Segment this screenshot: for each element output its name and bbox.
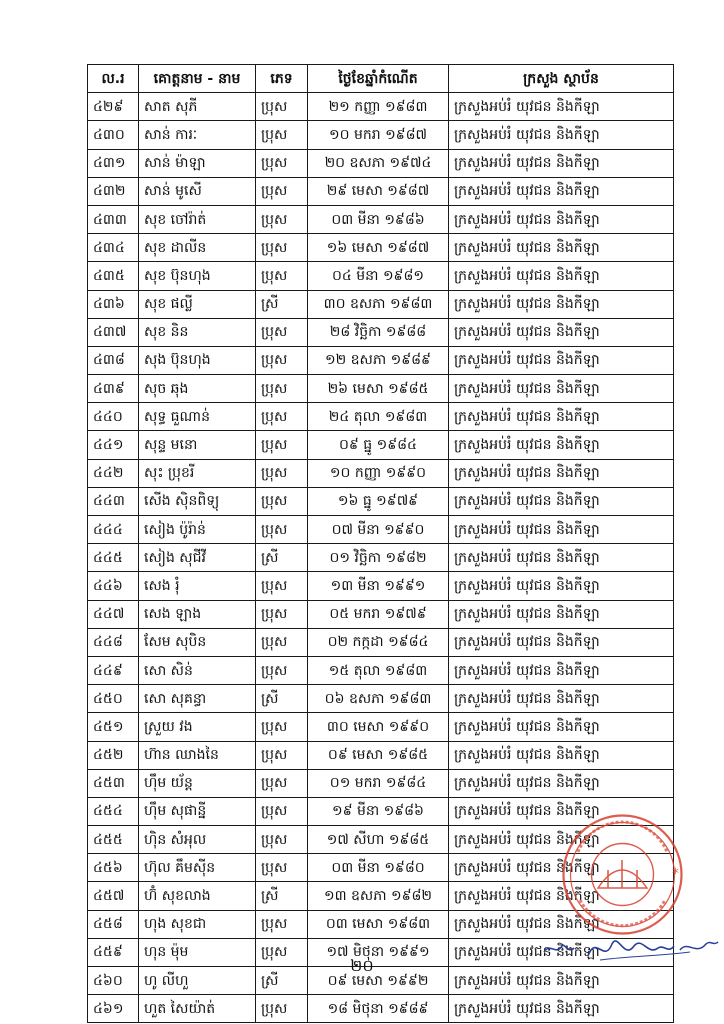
table-row: [88, 628, 674, 656]
person-name-cell: ហ៊ាន ឈាងនៃ: [139, 741, 256, 769]
date-of-birth-cell: ២៨ វិច្ឆិកា ១៩៨៨: [308, 318, 449, 346]
header-name: គោត្តនាម - នាម: [139, 65, 256, 93]
institution-cell: ក្រសួងអប់រំ យុវជន និងកីឡា: [449, 93, 674, 121]
institution-cell: ក្រសួងអប់រំ យុវជន និងកីឡា: [449, 121, 674, 149]
person-name-cell: សុទ្ធ ធួណាន់: [139, 403, 256, 431]
institution-cell: ក្រសួងអប់រំ យុវជន និងកីឡា: [449, 656, 674, 684]
institution-cell: ក្រសួងអប់រំ យុវជន និងកីឡា: [449, 910, 674, 938]
person-name-cell: សៀង សុជីវី: [139, 544, 256, 572]
institution-cell: ក្រសួងអប់រំ យុវជន និងកីឡា: [449, 769, 674, 797]
table-row: [88, 741, 674, 769]
sex-cell: ប្រុស: [256, 177, 308, 205]
row-number-cell: ៤៤៣: [88, 487, 139, 515]
sex-cell: ប្រុស: [256, 713, 308, 741]
row-number-cell: ៤៣៤: [88, 234, 139, 262]
person-name-cell: ហូ លីហួ: [139, 967, 256, 995]
date-of-birth-cell: ១០ មករា ១៩៨៧: [308, 121, 449, 149]
institution-cell: ក្រសួងអប់រំ យុវជន និងកីឡា: [449, 882, 674, 910]
row-number-cell: ៤៥៣: [88, 769, 139, 797]
row-number-cell: ៤៣១: [88, 149, 139, 177]
row-number-cell: ៤៥៧: [88, 882, 139, 910]
date-of-birth-cell: ១៦ ធ្នូ ១៩៧៩: [308, 487, 449, 515]
table-row: [88, 403, 674, 431]
sex-cell: ប្រុស: [256, 262, 308, 290]
date-of-birth-cell: ០៧ មីនា ១៩៩០: [308, 516, 449, 544]
row-number-cell: ៤៥៩: [88, 938, 139, 966]
sex-cell: ប្រុស: [256, 318, 308, 346]
date-of-birth-cell: ០៩ ធ្នូ ១៩៨៤: [308, 431, 449, 459]
institution-cell: ក្រសួងអប់រំ យុវជន និងកីឡា: [449, 600, 674, 628]
row-number-cell: ៤៥២: [88, 741, 139, 769]
person-name-cell: សេង ឡាង: [139, 600, 256, 628]
table-row: [88, 346, 674, 374]
institution-cell: ក្រសួងអប់រំ យុវជន និងកីឡា: [449, 544, 674, 572]
sex-cell: ប្រុស: [256, 205, 308, 233]
sex-cell: ប្រុស: [256, 656, 308, 684]
person-name-cell: សេង រុំ: [139, 572, 256, 600]
institution-cell: ក្រសួងអប់រំ យុវជន និងកីឡា: [449, 572, 674, 600]
row-number-cell: ៤៣៨: [88, 346, 139, 374]
sex-cell: ស្រី: [256, 685, 308, 713]
date-of-birth-cell: ១៦ មេសា ១៩៨៧: [308, 234, 449, 262]
institution-cell: ក្រសួងអប់រំ យុវជន និងកីឡា: [449, 628, 674, 656]
date-of-birth-cell: ០៣ មីនា ១៩៨៦: [308, 205, 449, 233]
sex-cell: ស្រី: [256, 290, 308, 318]
person-name-cell: សើង ស៊ិនពិទ្យុ: [139, 487, 256, 515]
institution-cell: ក្រសួងអប់រំ យុវជន និងកីឡា: [449, 713, 674, 741]
sex-cell: ស្រី: [256, 882, 308, 910]
header-number: ល.រ: [88, 65, 139, 93]
date-of-birth-cell: ០៤ មីនា ១៩៨១: [308, 262, 449, 290]
date-of-birth-cell: ១៣ មីនា ១៩៩១: [308, 572, 449, 600]
institution-cell: ក្រសួងអប់រំ យុវជន និងកីឡា: [449, 685, 674, 713]
row-number-cell: ៤៤៤: [88, 516, 139, 544]
table-row: [88, 459, 674, 487]
date-of-birth-cell: ៣០ មេសា ១៩៩០: [308, 713, 449, 741]
institution-cell: ក្រសួងអប់រំ យុវជន និងកីឡា: [449, 234, 674, 262]
official-seal-stamp: [560, 812, 685, 937]
table-row: [88, 149, 674, 177]
date-of-birth-cell: ១០ កញ្ញា ១៩៩០: [308, 459, 449, 487]
row-number-cell: ៤៥៦: [88, 854, 139, 882]
date-of-birth-cell: ០១ វិច្ឆិកា ១៩៨២: [308, 544, 449, 572]
person-name-cell: ហួត សៃយ៉ាត់: [139, 995, 256, 1023]
person-name-cell: សុខ ប៊ុនហុង: [139, 262, 256, 290]
sex-cell: ប្រុស: [256, 459, 308, 487]
table-row: [88, 234, 674, 262]
institution-cell: ក្រសួងអប់រំ យុវជន និងកីឡា: [449, 403, 674, 431]
row-number-cell: ៤៤៨: [88, 628, 139, 656]
person-name-cell: សាន់ មូសើ: [139, 177, 256, 205]
person-name-cell: សុង ប៊ុនហុង: [139, 346, 256, 374]
institution-cell: ក្រសួងអប់រំ យុវជន និងកីឡា: [449, 431, 674, 459]
person-name-cell: សៀង ប៉ូរ៉ាន់: [139, 516, 256, 544]
institution-cell: ក្រសួងអប់រំ យុវជន និងកីឡា: [449, 826, 674, 854]
sex-cell: ប្រុស: [256, 600, 308, 628]
table-header-row: [88, 65, 674, 93]
person-name-cell: សុខ ចៅរ៉ាត់: [139, 205, 256, 233]
person-name-cell: សុខ និន: [139, 318, 256, 346]
date-of-birth-cell: ១៨ មិថុនា ១៩៨៩: [308, 995, 449, 1023]
date-of-birth-cell: ១៧ សីហា ១៩៨៥: [308, 826, 449, 854]
row-number-cell: ៤៥១: [88, 713, 139, 741]
date-of-birth-cell: ០៩ មេសា ១៩៨៥: [308, 741, 449, 769]
institution-cell: ក្រសួងអប់រំ យុវជន និងកីឡា: [449, 205, 674, 233]
date-of-birth-cell: ០៣ មេសា ១៩៨៣: [308, 910, 449, 938]
date-of-birth-cell: ១៥ តុលា ១៩៨៣: [308, 656, 449, 684]
institution-cell: ក្រសួងអប់រំ យុវជន និងកីឡា: [449, 938, 674, 966]
row-number-cell: ៤៣០: [88, 121, 139, 149]
sex-cell: ប្រុស: [256, 797, 308, 825]
date-of-birth-cell: ២១ កញ្ញា ១៩៨៣: [308, 93, 449, 121]
row-number-cell: ៤៦១: [88, 995, 139, 1023]
row-number-cell: ៤២៩: [88, 93, 139, 121]
institution-cell: ក្រសួងអប់រំ យុវជន និងកីឡា: [449, 375, 674, 403]
sex-cell: ប្រុស: [256, 741, 308, 769]
sex-cell: ប្រុស: [256, 854, 308, 882]
date-of-birth-cell: ០៩ មេសា ១៩៩២: [308, 967, 449, 995]
person-name-cell: សោ សុគន្ធា: [139, 685, 256, 713]
person-name-cell: ហ៊ិន សំអុល: [139, 826, 256, 854]
person-name-cell: សុះ ប្រុខរី: [139, 459, 256, 487]
table-row: [88, 121, 674, 149]
sex-cell: ប្រុស: [256, 938, 308, 966]
sex-cell: ប្រុស: [256, 431, 308, 459]
date-of-birth-cell: ០២ កក្កដា ១៩៨៤: [308, 628, 449, 656]
row-number-cell: ៤៣៩: [88, 375, 139, 403]
date-of-birth-cell: ១៣ ឧសភា ១៩៨២: [308, 882, 449, 910]
sex-cell: ប្រុស: [256, 93, 308, 121]
row-number-cell: ៤៦០: [88, 967, 139, 995]
sex-cell: ស្រី: [256, 544, 308, 572]
date-of-birth-cell: ៣០ ឧសភា ១៩៨៣: [308, 290, 449, 318]
table-row: [88, 262, 674, 290]
date-of-birth-cell: ១៩ មីនា ១៩៨៦: [308, 797, 449, 825]
table-row: [88, 487, 674, 515]
institution-cell: ក្រសួងអប់រំ យុវជន និងកីឡា: [449, 516, 674, 544]
institution-cell: ក្រសួងអប់រំ យុវជន និងកីឡា: [449, 318, 674, 346]
person-name-cell: ហុង សុខជា: [139, 910, 256, 938]
institution-cell: ក្រសួងអប់រំ យុវជន និងកីឡា: [449, 797, 674, 825]
sex-cell: ស្រី: [256, 967, 308, 995]
person-name-cell: ហ៊ឹម យ័ន្ត: [139, 769, 256, 797]
person-name-cell: សាត សុភី: [139, 93, 256, 121]
row-number-cell: ៤៣៣: [88, 205, 139, 233]
sex-cell: ប្រុស: [256, 121, 308, 149]
table-row: [88, 431, 674, 459]
row-number-cell: ៤៣២: [88, 177, 139, 205]
person-name-cell: ហ៊ុល គឹមស៊ីន: [139, 854, 256, 882]
row-number-cell: ៤៤៦: [88, 572, 139, 600]
table-row: [88, 572, 674, 600]
person-name-cell: សាន់ ម៉ាឡា: [139, 149, 256, 177]
table-row: [88, 290, 674, 318]
person-name-cell: ហ៊ំ សុខលាង: [139, 882, 256, 910]
table-row: [88, 713, 674, 741]
row-number-cell: ៤៤៥: [88, 544, 139, 572]
sex-cell: ប្រុស: [256, 995, 308, 1023]
row-number-cell: ៤៣៦: [88, 290, 139, 318]
table-row: [88, 318, 674, 346]
row-number-cell: ៤៤១: [88, 431, 139, 459]
row-number-cell: ៤៣៥: [88, 262, 139, 290]
institution-cell: ក្រសួងអប់រំ យុវជន និងកីឡា: [449, 967, 674, 995]
person-name-cell: សាន់ ការៈ: [139, 121, 256, 149]
sex-cell: ប្រុស: [256, 769, 308, 797]
sex-cell: ប្រុស: [256, 487, 308, 515]
date-of-birth-cell: ២០ ឧសភា ១៩៧៤: [308, 149, 449, 177]
sex-cell: ប្រុស: [256, 628, 308, 656]
person-name-cell: ស្រួយ វង: [139, 713, 256, 741]
date-of-birth-cell: ២៤ តុលា ១៩៨៣: [308, 403, 449, 431]
row-number-cell: ៤៤២: [88, 459, 139, 487]
date-of-birth-cell: ០៥ មករា ១៩៧៩: [308, 600, 449, 628]
person-name-cell: សុខ ដាលីន: [139, 234, 256, 262]
person-name-cell: សោ សិន់: [139, 656, 256, 684]
table-row: [88, 177, 674, 205]
row-number-cell: ៤៥៨: [88, 910, 139, 938]
svg-text:*: *: [672, 866, 679, 882]
page-number: ២០: [350, 956, 374, 975]
table-row: [88, 685, 674, 713]
institution-cell: ក្រសួងអប់រំ យុវជន និងកីឡា: [449, 290, 674, 318]
institution-cell: ក្រសួងអប់រំ យុវជន និងកីឡា: [449, 177, 674, 205]
person-name-cell: ហុន ម៉ុម: [139, 938, 256, 966]
sex-cell: ប្រុស: [256, 375, 308, 403]
person-name-cell: សែម សុបិន: [139, 628, 256, 656]
sex-cell: ប្រុស: [256, 826, 308, 854]
person-name-cell: សុន្ទ មនោ: [139, 431, 256, 459]
institution-cell: ក្រសួងអប់រំ យុវជន និងកីឡា: [449, 741, 674, 769]
row-number-cell: ៤៥០: [88, 685, 139, 713]
table-row: [88, 656, 674, 684]
institution-cell: ក្រសួងអប់រំ យុវជន និងកីឡា: [449, 487, 674, 515]
row-number-cell: ៤៤៧: [88, 600, 139, 628]
sex-cell: ប្រុស: [256, 234, 308, 262]
date-of-birth-cell: ១៧ មិថុនា ១៩៩១: [308, 938, 449, 966]
sex-cell: ប្រុស: [256, 572, 308, 600]
header-sex: ភេទ: [256, 65, 308, 93]
date-of-birth-cell: ០៣ មីនា ១៩៨០: [308, 854, 449, 882]
row-number-cell: ៤៥៥: [88, 826, 139, 854]
institution-cell: ក្រសួងអប់រំ យុវជន និងកីឡា: [449, 149, 674, 177]
header-institution: ក្រសួង ស្ថាប័ន: [449, 65, 674, 93]
institution-cell: ក្រសួងអប់រំ យុវជន និងកីឡា: [449, 459, 674, 487]
sex-cell: ប្រុស: [256, 149, 308, 177]
table-row: [88, 93, 674, 121]
institution-cell: ក្រសួងអប់រំ យុវជន និងកីឡា: [449, 995, 674, 1023]
institution-cell: ក្រសួងអប់រំ យុវជន និងកីឡា: [449, 346, 674, 374]
row-number-cell: ៤៤០: [88, 403, 139, 431]
date-of-birth-cell: ០១ មករា ១៩៨៤: [308, 769, 449, 797]
person-name-cell: សុខ ផល្លី: [139, 290, 256, 318]
table-row: [88, 769, 674, 797]
date-of-birth-cell: ២៩ មេសា ១៩៨៧: [308, 177, 449, 205]
sex-cell: ប្រុស: [256, 346, 308, 374]
table-row: [88, 205, 674, 233]
table-row: [88, 995, 674, 1023]
date-of-birth-cell: ១២ ឧសភា ១៩៨៩: [308, 346, 449, 374]
row-number-cell: ៤៣៧: [88, 318, 139, 346]
sex-cell: ប្រុស: [256, 910, 308, 938]
table-row: [88, 375, 674, 403]
table-row: [88, 544, 674, 572]
row-number-cell: ៤៤៩: [88, 656, 139, 684]
institution-cell: ក្រសួងអប់រំ យុវជន និងកីឡា: [449, 262, 674, 290]
sex-cell: ប្រុស: [256, 403, 308, 431]
table-row: [88, 600, 674, 628]
table-row: [88, 516, 674, 544]
date-of-birth-cell: ០៦ ឧសភា ១៩៨៣: [308, 685, 449, 713]
date-of-birth-cell: ២៦ មេសា ១៩៨៥: [308, 375, 449, 403]
institution-cell: ក្រសួងអប់រំ យុវជន និងកីឡា: [449, 854, 674, 882]
row-number-cell: ៤៥៤: [88, 797, 139, 825]
sex-cell: ប្រុស: [256, 516, 308, 544]
person-name-cell: ហ៊ឹម សុផាន្នី: [139, 797, 256, 825]
header-dob: ថ្ងៃខែឆ្នាំកំណើត: [308, 65, 449, 93]
person-name-cell: សុច ឆុង: [139, 375, 256, 403]
